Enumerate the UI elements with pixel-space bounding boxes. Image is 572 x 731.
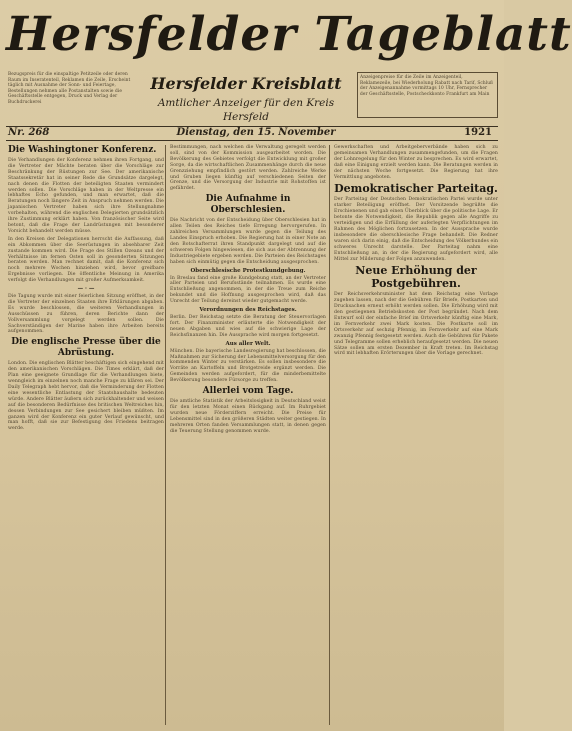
article-heading: Allerlei vom Tage.	[202, 386, 294, 397]
column-1	[8, 145, 164, 725]
article-subheading: Verordnungen des Reichstages.	[199, 307, 297, 314]
masthead-tagline: Amtlicher Anzeiger für den Kreis Hersfeld	[157, 97, 335, 123]
article-subheading: Oberschlesische Protestkundgebung.	[190, 267, 306, 274]
issue-date: Dienstag, den 15. November	[176, 127, 336, 138]
column-rule	[165, 145, 166, 725]
article-subheading: — · —	[77, 286, 95, 293]
column-rule	[329, 145, 330, 725]
masthead-subtitle: Hersfelder Kreisblatt	[150, 74, 342, 93]
article-body: Der Reichsverkehrsminister hat dem Reichstag eine Vorlage zugehen lassen, nach der die Gebühren für Briefe, Postkarten und Drucksachen erneut erhöht werden sollen. Die Erhöhung wird mit den gestiegenen Betriebskosten der Post begründet. Nach dem Entwurf soll der einfache Brief im Ortsverkehr künftig eine Mark, im Fernverkehr zwei Mark kosten. Die Postkarte soll im Ortsverkehr auf sechzig Pfennig, im Fernverkehr auf eine Mark zwanzig Pfennig festgesetzt werden. Auch die Gebühren für Pakete und Telegramme sollen erheblich heraufgesetzt werden. Die neuen Sätze sollen am ersten Dezember in Kraft treten. Im Reichstag wird mit lebhaften Erörterungen über die Vorlage gerechnet.	[334, 292, 498, 357]
article-body: In den Kreisen der Delegationen herrscht die Auffassung, daß ein Abkommen über die Seerüstungen in absehbarer Zeit zustande kommen wird. Die Frage des Stillen Ozeans und der Verhältnisse im fernen Osten soll in gesonderten Sitzungen beraten werden. Man rechnet damit, daß die Konferenz sich noch mehrere Wochen hinziehen wird, bevor greifbare Ergebnisse vorliegen. Die öffentliche Meinung in Amerika verfolgt die Verhandlungen mit großer Aufmerksamkeit.	[8, 236, 164, 284]
article-heading: Die Washingtoner Konferenz.	[8, 145, 157, 155]
article-body: Die Verhandlungen der Konferenz nehmen ihren Fortgang, und die Vertreter der Mächte beraten über die Vorschläge zur Beschränkung der Rüstungen zur See. Der amerikanische Staatssekretär hat in seiner Rede die Grundsätze dargelegt, nach denen die Flotten der beteiligten Staaten vermindert werden sollen. Die Vorschläge haben in der Weltpresse ein lebhaftes Echo gefunden, und man erwartet, daß die Beratungen noch längere Zeit in Anspruch nehmen werden. Die japanischen Vertreter haben sich ihre Stellungnahme vorbehalten, während die englischen Delegierten grundsätzlich ihre Zustimmung erklärt haben. Von französischer Seite wird betont, daß die Frage der Landrüstungen mit besonderer Vorsicht behandelt werden müsse.	[8, 158, 164, 234]
column-2	[170, 145, 326, 725]
masthead-info-right: Anzeigenpreise für die Zeile im Anzeigenteil, Reklamezeile, bei Wiederholung Rabatt nach Tarif, Schluß der Anzeigenannahme vormittags 10 Uhr, Fernsprecher der Geschäftsstelle, Postscheckkonto Frankfurt am Main	[357, 72, 498, 118]
article-body: München. Die bayerische Landesregierung hat beschlossen, die Maßnahmen zur Sicherung der Lebensmittelversorgung für den kommenden Winter zu verstärken. Es sollen insbesondere die Vorräte an Kartoffeln und Brotgetreide ergänzt werden. Die Gemeinden werden aufgefordert, für die minderbemittelte Bevölkerung besondere Fürsorge zu treffen.	[170, 348, 326, 384]
column-3	[334, 145, 498, 725]
masthead-info-left: Bezugspreis für die einspaltige Petitzeile oder deren Raum im Inseratenteil, Reklamen die Zeile, Erscheint täglich mit Ausnahme der Sonn- und Feiertage, Bestellungen nehmen alle Postanstalten sowie die Geschäftsstelle entgegen, Druck und Verlag der Buchdruckerei	[8, 72, 131, 105]
article-body: Berlin. Der Reichstag setzte die Beratung der Steuervorlagen fort. Der Finanzminister erläuterte die Notwendigkeit der neuen Abgaben und wies auf die schwierige Lage der Reichsfinanzen hin. Die Aussprache wird morgen fortgesetzt.	[170, 315, 326, 338]
article-body: Die Tagung wurde mit einer feierlichen Sitzung eröffnet, in der die Vertreter der einzelnen Staaten ihre Erklärungen abgaben. Es wurde beschlossen, die weiteren Verhandlungen in Ausschüssen zu führen, deren Berichte dann der Vollversammlung vorgelegt werden sollen. Die Sachverständigen der Marine haben ihre Arbeiten bereits aufgenommen.	[8, 294, 164, 335]
article-subheading: Aus aller Welt.	[225, 340, 271, 347]
article-body: Gewerkschaften und Arbeitgeberverbände haben sich zu gemeinsamen Verhandlungen zusammengefunden, um die Fragen der Lohnregelung für den Winter zu besprechen. Es wird erwartet, daß eine Einigung erzielt werden kann. Die Beratungen werden in der nächsten Woche fortgesetzt. Die Regierung hat ihre Vermittlung angeboten.	[334, 145, 498, 180]
article-heading: Die englische Presse über die Abrüstung.	[11, 337, 161, 359]
article-heading: Neue Erhöhung der Postgebühren.	[355, 264, 477, 291]
article-heading: Demokratischer Parteitag.	[334, 182, 498, 196]
article-body: In Breslau fand eine große Kundgebung statt, an der Vertreter aller Parteien und Berufsstände teilnahmen. Es wurde eine Entschließung angenommen, in der die Treue zum Reiche bekundet und die Hoffnung ausgesprochen wird, daß das Unrecht der Teilung dereinst wieder gutgemacht werde.	[170, 275, 326, 305]
issue-year: 1921	[464, 127, 492, 138]
article-body: Bestimmungen, nach welchen die Verwaltung geregelt werden soll, sind von der Kommission ausgearbeitet worden. Die Bevölkerung des Gebietes verfolgt die Entwicklung mit großer Sorge, da die wirtschaftlichen Zusammenhänge durch die neue Grenzziehung empfindlich gestört werden. Zahlreiche Werke und Gruben liegen künftig auf verschiedenen Seiten der Grenze, und die Versorgung der Industrie mit Rohstoffen ist gefährdet.	[170, 145, 326, 192]
article-heading: Die Aufnahme in Oberschlesien.	[205, 194, 291, 216]
article-body: London. Die englischen Blätter beschäftigen sich eingehend mit den amerikanischen Vorschlägen. Die Times erklärt, daß der Plan eine geeignete Grundlage für die Verhandlungen biete, wenngleich im einzelnen noch manche Frage zu klären sei. Der Daily Telegraph hebt hervor, daß die Verminderung der Flotten eine wesentliche Entlastung der Staatshaushalte bedeuten würde. Andere Blätter äußern sich zurückhaltender und weisen auf die besonderen Bedürfnisse des britischen Weltreiches hin, dessen Verbindungen zur See gesichert bleiben müßten. Im ganzen wird der Konferenz ein guter Verlauf gewünscht, und man hofft, daß sie zur Befestigung des Friedens beitragen werde.	[8, 361, 164, 432]
article-body: Die Nachricht von der Entscheidung über Oberschlesien hat in allen Teilen des Reiches tiefe Erregung hervorgerufen. In zahlreichen Versammlungen wurde gegen die Teilung des Landes Einspruch erhoben. Die Regierung hat in einer Note an den Botschafterrat ihren Standpunkt dargelegt und auf die schweren Folgen hingewiesen, die sich aus der Abtrennung der Industriegebiete ergeben werden. Die Parteien des Reichstages haben sich einmütig gegen die Entscheidung ausgesprochen.	[170, 218, 326, 265]
issue-number: Nr. 268	[8, 127, 50, 138]
dateline-bar	[6, 126, 498, 141]
article-body: Die amtliche Statistik der Arbeitslosigkeit in Deutschland weist für den letzten Monat einen Rückgang auf. Im Ruhrgebiet wurden neue Förderziffern erreicht. Die Preise für Lebensmittel sind in den größeren Städten weiter gestiegen. In mehreren Orten fanden Versammlungen statt, in denen gegen die Teuerung Stellung genommen wurde.	[170, 399, 326, 434]
masthead-title: Hersfelder Tageblatt	[6, 7, 572, 62]
article-body: Der Parteitag der Deutschen Demokratischen Partei wurde unter starker Beteiligung eröffnet. Der Vorsitzende begrüßte die Erschienenen und gab einen Überblick über die politische Lage. Er betonte die Notwendigkeit, die Republik gegen alle Angriffe zu verteidigen und die Erfüllung der auferlegten Verpflichtungen im Rahmen des Möglichen fortzusetzen. In der Aussprache wurde insbesondere die oberschlesische Frage behandelt. Die Redner waren sich darin einig, daß die Entscheidung des Völkerbundes ein schweres Unrecht darstelle. Der Parteitag nahm eine Entschließung an, in der die Regierung aufgefordert wird, alle Mittel zur Milderung der Folgen anzuwenden.	[334, 197, 498, 262]
